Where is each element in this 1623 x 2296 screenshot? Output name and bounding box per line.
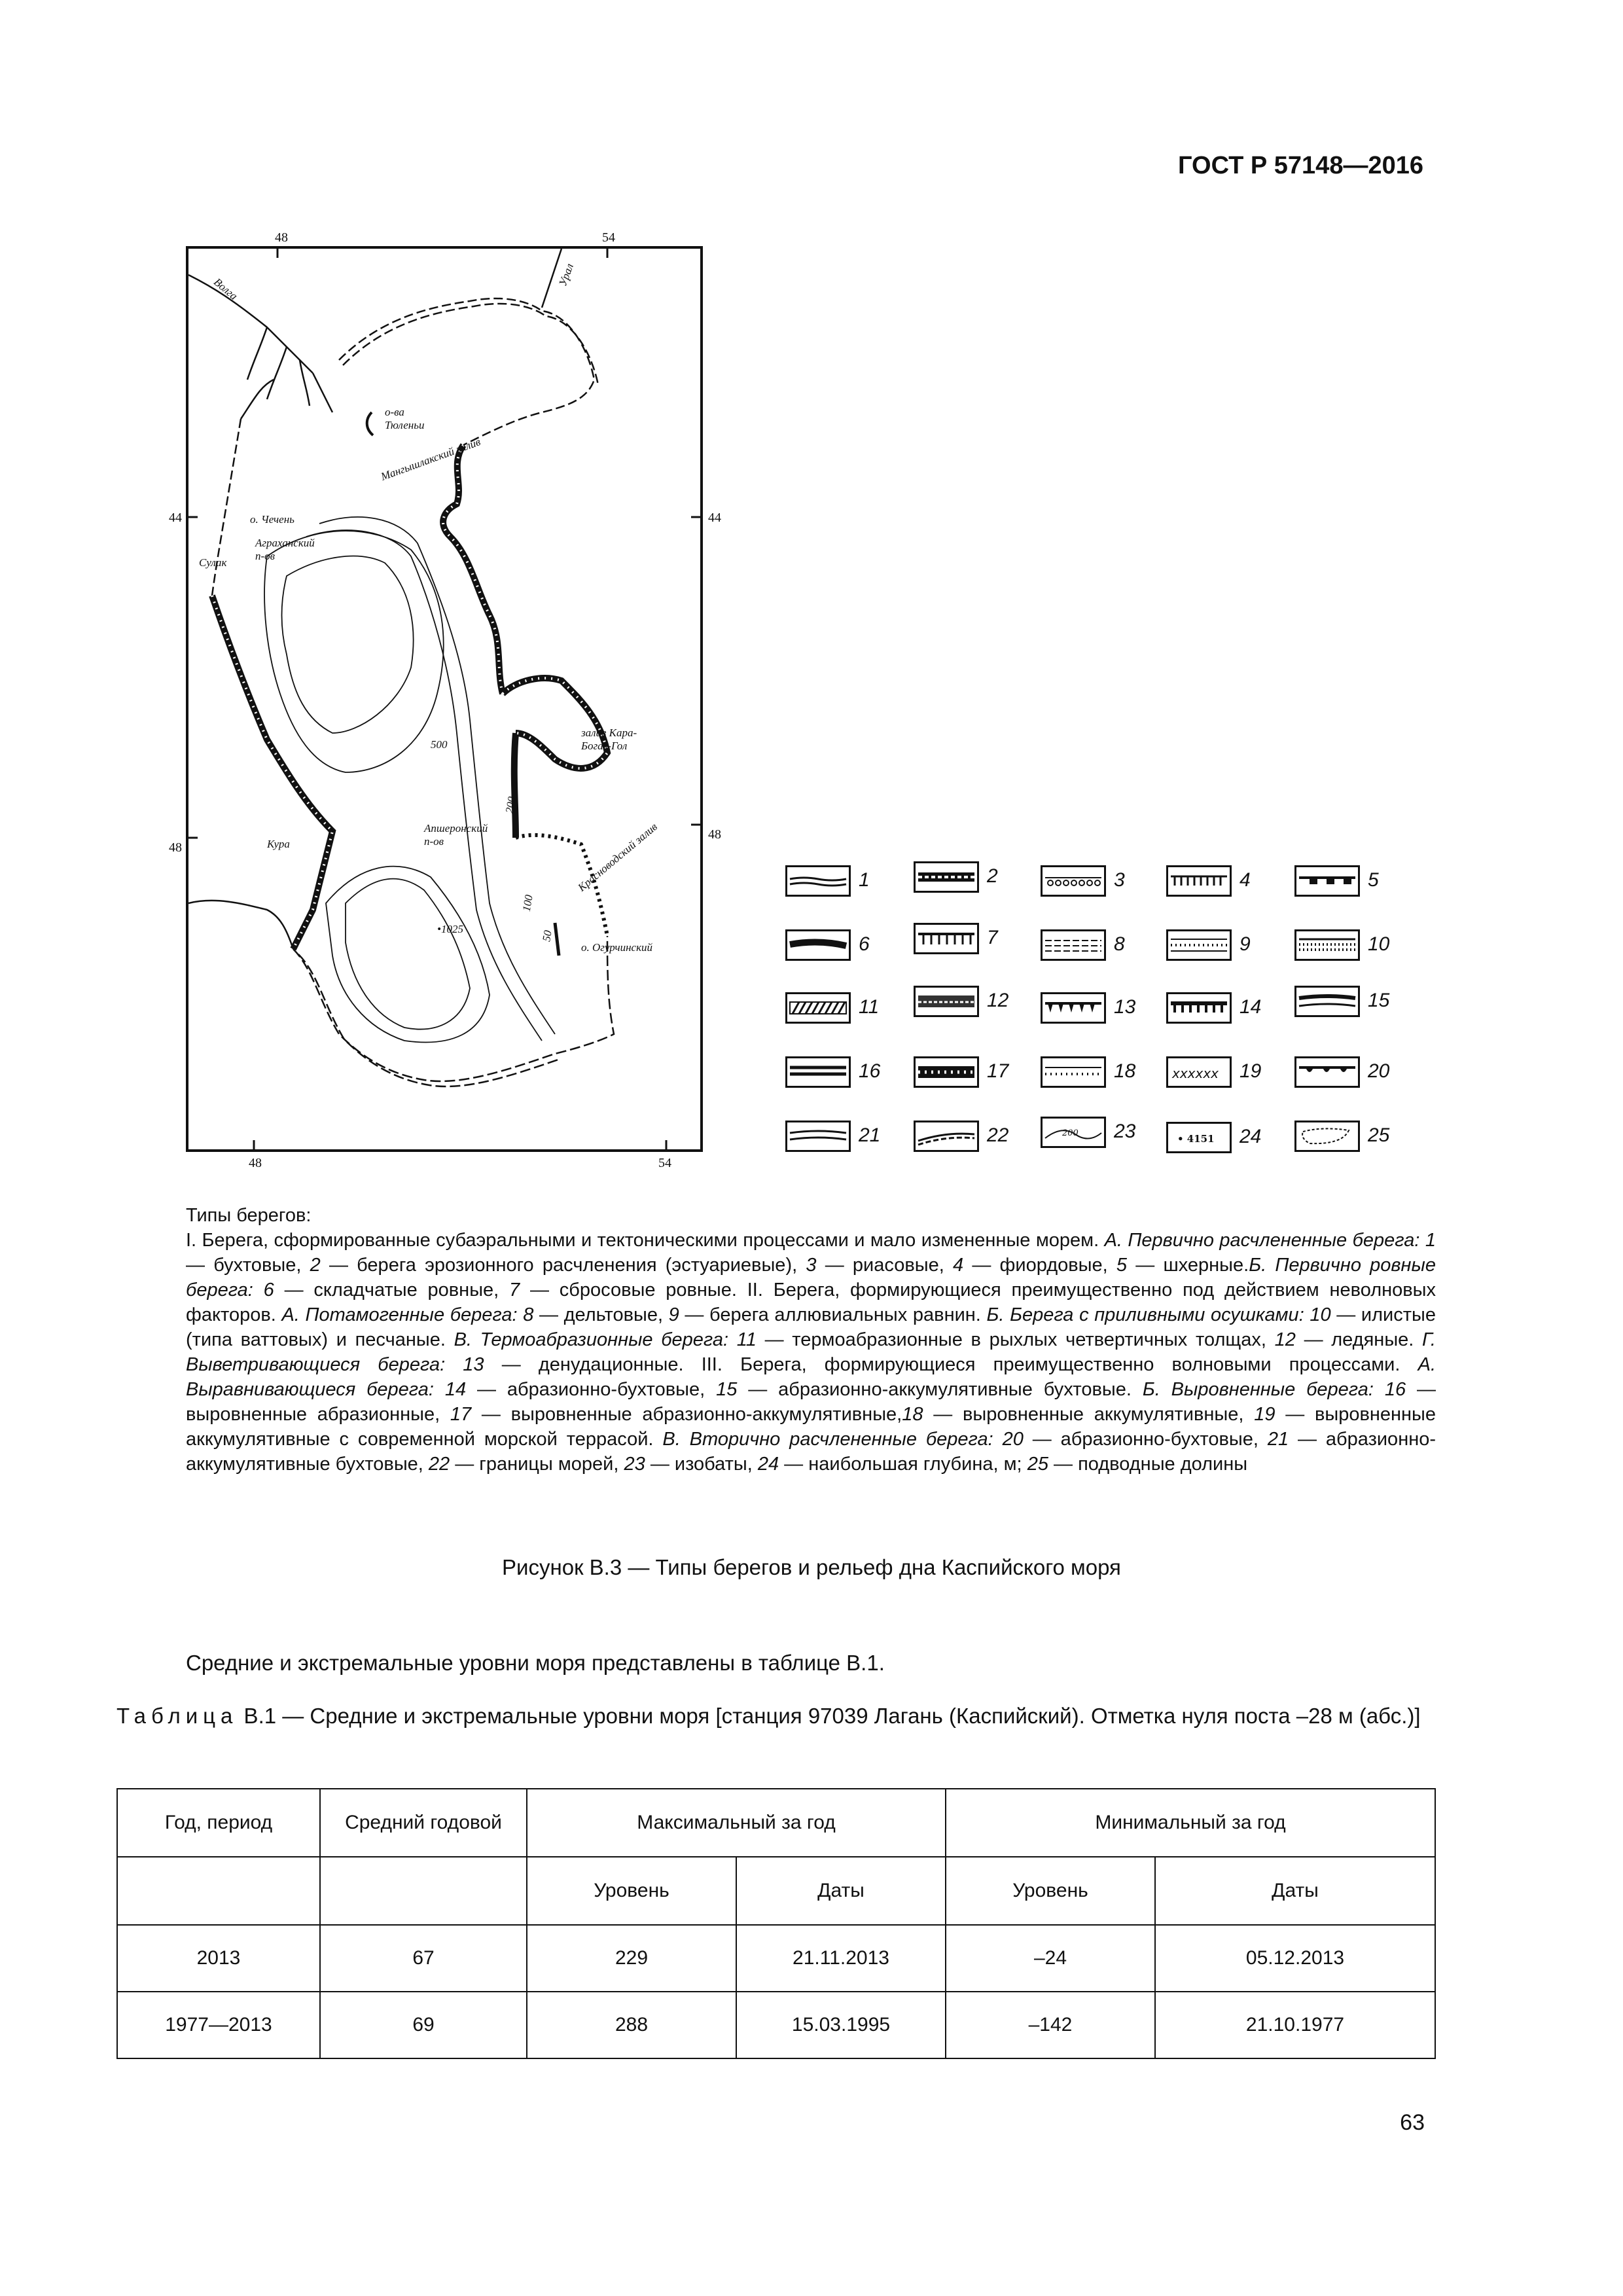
- legend-symbol-4: [1166, 865, 1232, 897]
- coord-top-left: 48: [275, 230, 288, 245]
- cell-mean: 67: [320, 1925, 527, 1992]
- table-title-label: Таблица: [116, 1704, 238, 1728]
- document-header: ГОСТ Р 57148—2016: [1178, 152, 1423, 179]
- label-ogurchinsky: о. Огурчинский: [581, 941, 653, 954]
- label-sulak: Сулак: [199, 556, 227, 569]
- legend-symbol-14: [1166, 992, 1232, 1024]
- legend-symbol-9: [1166, 929, 1232, 961]
- legend-item-14: 14: [1166, 990, 1291, 1029]
- legend-item-12: 12: [914, 983, 1038, 1022]
- legend-symbol-24: [1166, 1122, 1232, 1153]
- coord-right-low: 48: [708, 827, 721, 842]
- legend-symbol-23: [1041, 1117, 1106, 1148]
- legend-symbol-15: [1294, 986, 1360, 1017]
- label-agrakhan: Аграханский п-ов: [255, 537, 315, 562]
- svg-text:• 4151: • 4151: [1177, 1133, 1215, 1145]
- subheader-min-dates: Даты: [1155, 1857, 1435, 1925]
- legend-item-9: 9: [1166, 927, 1291, 966]
- table-row: [117, 1992, 1435, 2058]
- cell-min-level: –24: [946, 1925, 1155, 1992]
- header-min-year: Минимальный за год: [946, 1789, 1435, 1857]
- cell-mean: 69: [320, 1992, 527, 2058]
- legend-symbol-20: [1294, 1056, 1360, 1088]
- legend-item-24: • 4151 24: [1166, 1119, 1291, 1158]
- label-krasnovodsk: Красноводский залив: [575, 820, 660, 894]
- subheader-empty-2: [320, 1857, 527, 1925]
- label-isobath-200: 200: [503, 795, 518, 815]
- legend-item-25: 25: [1294, 1118, 1419, 1157]
- cell-max-date: 15.03.1995: [736, 1992, 946, 2058]
- legend-item-16: 16: [785, 1054, 910, 1093]
- label-isobath-50: 50: [540, 929, 554, 942]
- legend-item-6: 6: [785, 927, 910, 966]
- header-max-year: Максимальный за год: [527, 1789, 946, 1857]
- legend-item-15: 15: [1294, 983, 1419, 1022]
- subheader-empty-1: [117, 1857, 320, 1925]
- legend-symbol-2: [914, 861, 979, 893]
- legend-symbol-13: [1041, 992, 1106, 1024]
- coord-right-mid: 44: [708, 511, 721, 525]
- label-depth-1025: •1025: [437, 923, 463, 935]
- figure-caption-block: [186, 1203, 1436, 1477]
- label-mangyshlak: Мангышлакский залив: [379, 435, 482, 483]
- table-subheader-row: [117, 1857, 1435, 1925]
- table-header-row: [117, 1789, 1435, 1857]
- legend-item-2: 2: [914, 859, 1038, 898]
- label-karabogaz: залив Кара-Богаз-Гол: [581, 726, 637, 752]
- header-year-period: Год, период: [117, 1789, 320, 1857]
- label-ural: Урал: [556, 262, 577, 288]
- coord-left-mid: 44: [169, 511, 182, 525]
- label-apsheron: Апшеронский п-ов: [424, 822, 488, 848]
- label-volga: Волга: [211, 276, 240, 303]
- map-frame: [186, 246, 703, 1152]
- legend-symbol-21: [785, 1121, 851, 1152]
- legend-symbol-1: [785, 865, 851, 897]
- page-number: 63: [1400, 2110, 1425, 2135]
- legend-symbol-3: [1041, 865, 1106, 897]
- coord-top-right: 54: [602, 230, 615, 245]
- legend-symbol-17: [914, 1056, 979, 1088]
- legend-item-5: 5: [1294, 863, 1419, 902]
- table-title: [116, 1702, 1436, 1731]
- caption-body: I. Берега, сформированные субаэральными и тектоническими процессами и мало измененные морем. А. Первично расчлененные берега: 1 — бухтовые, 2 — берега эрозионного расчленения (эстуариевые), 3 — риасовые, 4 — фиордовые, 5 — шхерные.Б. Первично ровные берега: 6 — складчатые ровные, 7 — сбросовые ровные. II. Берега, формирующиеся преимущественно под действием неволновых факторов. А. Потамогенные берега: 8 — дельтовые, 9 — берега аллювиальных равнин. Б. Берега с приливными осушками: 10 — илистые (типа ваттовых) и песчаные. В. Термоабразионные берега: 11 — термоабразионные в рыхлых четвертичных толщах, 12 — ледяные. Г. Выветривающиеся берега: 13 — денудационные. III. Берега, формирующиеся преимущественно волновыми процессами. А. Выравнивающиеся берега: 14 — абразионно-бухтовые, 15 — абразионно-аккумулятивные бухтовые. Б. Выровненные берега: 16 — выровненные абразионные, 17 — выровненные абразионно-аккумулятивные,18 — выровненные аккумулятивные, 19 — выровненные аккумулятивные с современной морской террасой. В. Вторично расчлененные берега: 20 — абразионно-бухтовые, 21 — абразионно-аккумулятивные бухтовые, 22 — границы морей, 23 — изобаты, 24 — наибольшая глубина, м; 25 — подводные долины: [186, 1230, 1436, 1475]
- legend-item-18: 18: [1041, 1054, 1165, 1093]
- map-legend: [785, 863, 1427, 1170]
- legend-item-21: 21: [785, 1118, 910, 1157]
- legend-item-19: xxxxxx 19: [1166, 1054, 1291, 1093]
- table-row: [117, 1925, 1435, 1992]
- legend-symbol-12: [914, 986, 979, 1017]
- legend-item-8: 8: [1041, 927, 1165, 966]
- subheader-max-dates: Даты: [736, 1857, 946, 1925]
- legend-item-1: 1: [785, 863, 910, 902]
- label-chechen: о. Чечень: [250, 513, 294, 526]
- legend-symbol-5: [1294, 865, 1360, 897]
- legend-symbol-10: [1294, 929, 1360, 961]
- legend-item-23: 200 23: [1041, 1114, 1165, 1153]
- legend-item-4: 4: [1166, 863, 1291, 902]
- label-kura: Кура: [267, 838, 290, 850]
- legend-item-11: 11: [785, 990, 910, 1029]
- label-tyuleni: о-ва Тюленьи: [385, 406, 425, 431]
- sea-levels-table: [116, 1788, 1436, 2059]
- legend-symbol-7: [914, 923, 979, 954]
- coord-left-low: 48: [169, 840, 182, 855]
- table-title-text: В.1 — Средние и экстремальные уровни моря [станция 97039 Лагань (Каспийский). Отметка нуля поста –28 м (абс.)]: [238, 1704, 1421, 1728]
- legend-symbol-25: [1294, 1121, 1360, 1152]
- caspian-coastline-map: [188, 249, 700, 1149]
- legend-item-3: 3: [1041, 863, 1165, 902]
- subheader-min-level: Уровень: [946, 1857, 1155, 1925]
- cell-max-level: 229: [527, 1925, 736, 1992]
- coord-bottom-right: 54: [658, 1156, 671, 1170]
- caption-heading: Типы берегов:: [186, 1205, 312, 1226]
- legend-item-17: 17: [914, 1054, 1038, 1093]
- label-isobath-100: 100: [520, 893, 535, 913]
- legend-symbol-16: [785, 1056, 851, 1088]
- legend-item-22: 22: [914, 1118, 1038, 1157]
- legend-symbol-18: [1041, 1056, 1106, 1088]
- legend-symbol-8: [1041, 929, 1106, 961]
- header-mean-annual: Средний годовой: [320, 1789, 527, 1857]
- cell-period: 1977—2013: [117, 1992, 320, 2058]
- cell-min-level: –142: [946, 1992, 1155, 2058]
- legend-symbol-19: [1166, 1056, 1232, 1088]
- svg-text:200: 200: [1062, 1128, 1079, 1138]
- label-isobath-500: 500: [431, 738, 448, 751]
- cell-max-date: 21.11.2013: [736, 1925, 946, 1992]
- body-paragraph: Средние и экстремальные уровни моря представлены в таблице В.1.: [186, 1651, 885, 1675]
- legend-item-10: 10: [1294, 927, 1419, 966]
- cell-min-date: 05.12.2013: [1155, 1925, 1435, 1992]
- legend-item-13: 13: [1041, 990, 1165, 1029]
- coord-bottom-left: 48: [249, 1156, 262, 1170]
- subheader-max-level: Уровень: [527, 1857, 736, 1925]
- cell-max-level: 288: [527, 1992, 736, 2058]
- legend-item-7: 7: [914, 920, 1038, 960]
- legend-symbol-11: [785, 992, 851, 1024]
- figure-title: Рисунок В.3 — Типы берегов и рельеф дна Каспийского моря: [502, 1555, 1121, 1579]
- legend-item-20: 20: [1294, 1054, 1419, 1093]
- legend-symbol-22: [914, 1121, 979, 1152]
- cell-period: 2013: [117, 1925, 320, 1992]
- cell-min-date: 21.10.1977: [1155, 1992, 1435, 2058]
- svg-text:xxxxxx: xxxxxx: [1172, 1066, 1219, 1081]
- legend-symbol-6: [785, 929, 851, 961]
